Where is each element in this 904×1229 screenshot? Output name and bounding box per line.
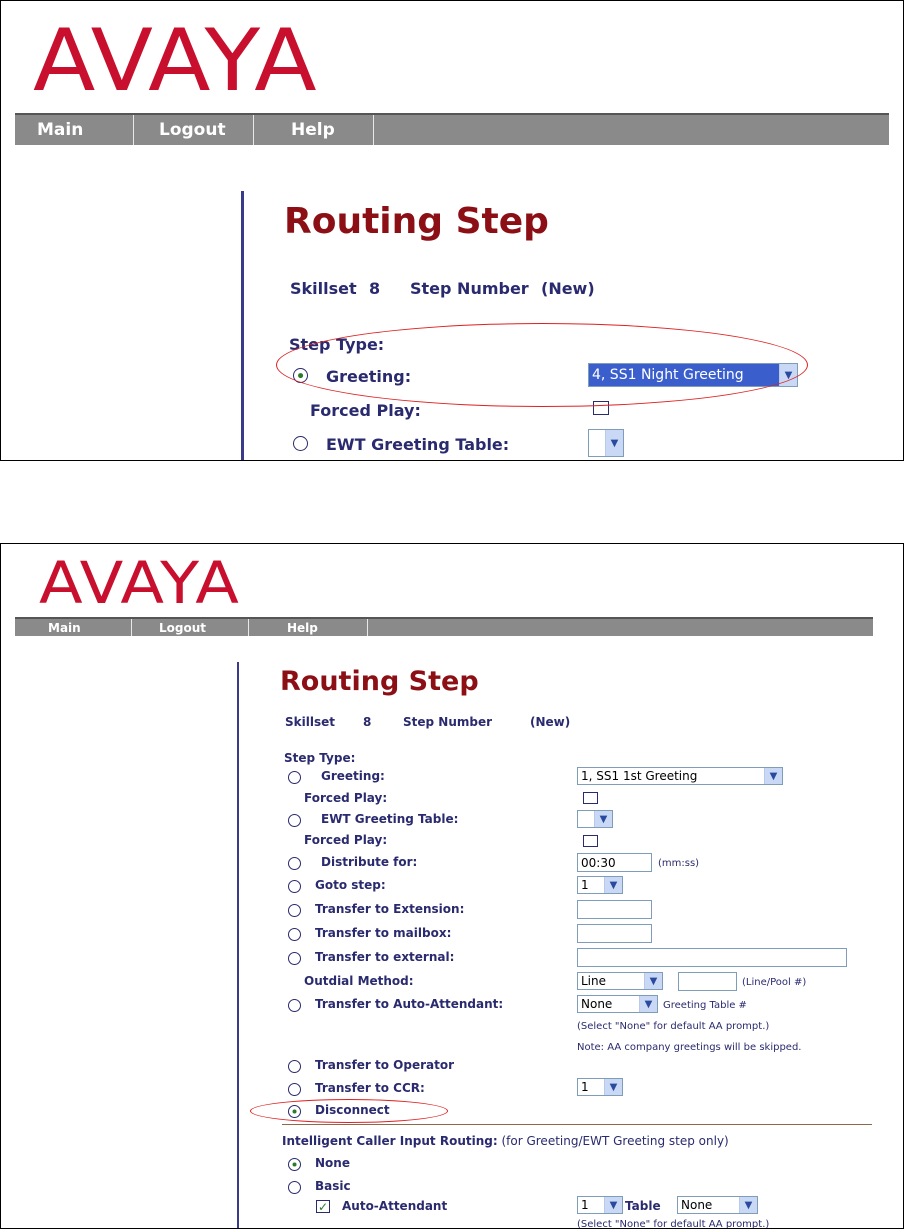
table-select-value: None: [681, 1198, 713, 1212]
chevron-down-icon: ▼: [594, 811, 612, 827]
ewt-radio[interactable]: [288, 814, 301, 827]
transfer-mailbox-input[interactable]: [577, 924, 652, 943]
forced-play-label: Forced Play:: [310, 401, 421, 420]
transfer-ccr-select-value: 1: [581, 1080, 589, 1094]
icir-basic-label: Basic: [315, 1179, 351, 1193]
icir-note: (for Greeting/EWT Greeting step only): [501, 1134, 729, 1148]
transfer-ccr-select[interactable]: [577, 1078, 623, 1096]
transfer-operator-label: Transfer to Operator: [315, 1058, 455, 1072]
outdial-select-value: Line: [581, 974, 607, 988]
transfer-ext-input[interactable]: [577, 900, 652, 919]
nav-bar: [15, 113, 889, 145]
table-label: Table: [625, 1199, 661, 1213]
forced-play-checkbox[interactable]: [583, 792, 598, 804]
chevron-down-icon: ▼: [639, 996, 657, 1012]
chevron-down-icon: ▼: [604, 1197, 622, 1213]
step-number-value: (New): [541, 279, 595, 298]
outdial-select[interactable]: [577, 972, 663, 990]
table-select[interactable]: [677, 1196, 758, 1214]
icir-row: [282, 1134, 729, 1148]
goto-radio[interactable]: [288, 880, 301, 893]
chevron-down-icon: ▼: [604, 1079, 622, 1095]
nav-main[interactable]: Main: [48, 620, 81, 635]
chevron-down-icon: ▼: [764, 768, 782, 784]
line-pool-input[interactable]: [678, 972, 737, 991]
icir-none-label: None: [315, 1156, 350, 1170]
greeting-select[interactable]: [577, 767, 783, 785]
nav-main[interactable]: Main: [37, 120, 84, 140]
distribute-label: Distribute for:: [321, 855, 418, 869]
forced-play-2-checkbox[interactable]: [583, 835, 598, 847]
nav-logout[interactable]: Logout: [159, 620, 207, 635]
greeting-label: Greeting:: [326, 367, 412, 386]
skillset-label: Skillset: [290, 279, 357, 298]
page-title: Routing Step: [280, 666, 479, 697]
transfer-external-input[interactable]: [577, 948, 847, 967]
outdial-label: Outdial Method:: [304, 974, 414, 988]
content-divider: [237, 662, 239, 1228]
goto-select-value: 1: [581, 878, 589, 892]
aa-step-select[interactable]: [577, 1196, 623, 1214]
avaya-logo: AVAYA: [33, 11, 318, 111]
transfer-mailbox-label: Transfer to mailbox:: [315, 926, 452, 940]
forced-play-label: Forced Play:: [304, 791, 388, 805]
ewt-radio[interactable]: [293, 436, 308, 451]
transfer-external-radio[interactable]: [288, 952, 301, 965]
transfer-aa-select-value: None: [581, 997, 613, 1011]
transfer-ext-label: Transfer to Extension:: [315, 902, 465, 916]
skillset-value: 8: [363, 715, 372, 729]
section-divider: [282, 1124, 872, 1125]
chevron-down-icon: ▼: [644, 973, 662, 989]
icir-basic-radio[interactable]: [288, 1181, 301, 1194]
goto-label: Goto step:: [315, 878, 386, 892]
aa-note-1: (Select "None" for default AA prompt.): [577, 1021, 770, 1032]
greeting-radio[interactable]: [288, 771, 301, 784]
skillset-label: Skillset: [285, 715, 335, 729]
transfer-aa-select[interactable]: [577, 995, 658, 1013]
highlight-oval: [276, 323, 808, 407]
greeting-table-label: Greeting Table #: [663, 1000, 747, 1011]
ewt-select[interactable]: [577, 810, 613, 828]
distribute-radio[interactable]: [288, 857, 301, 870]
nav-bar: [15, 617, 873, 636]
disconnect-label: Disconnect: [315, 1103, 390, 1117]
step-number-label: Step Number: [403, 715, 493, 729]
chevron-down-icon: ▼: [605, 430, 623, 456]
auto-attendant-label: Auto-Attendant: [342, 1199, 448, 1213]
top-screenshot-panel: [0, 0, 904, 461]
avaya-logo: AVAYA: [39, 549, 240, 617]
transfer-aa-radio[interactable]: [288, 999, 301, 1012]
transfer-operator-radio[interactable]: [288, 1060, 301, 1073]
icir-none-radio[interactable]: [288, 1158, 301, 1171]
greeting-select-value: 4, SS1 Night Greeting: [589, 364, 779, 386]
nav-help[interactable]: Help: [287, 620, 318, 635]
goto-select[interactable]: [577, 876, 623, 894]
skillset-value: 8: [369, 279, 381, 298]
ewt-label: EWT Greeting Table:: [326, 435, 510, 454]
transfer-ccr-label: Transfer to CCR:: [315, 1081, 425, 1095]
ewt-label: EWT Greeting Table:: [321, 812, 459, 826]
transfer-ext-radio[interactable]: [288, 904, 301, 917]
highlight-oval: [250, 1099, 448, 1123]
auto-attendant-checkbox[interactable]: ✓: [317, 1200, 329, 1214]
aa-note-3: (Select "None" for default AA prompt.): [577, 1219, 770, 1229]
nav-separator: [367, 619, 368, 636]
chevron-down-icon: ▼: [604, 877, 622, 893]
step-type-label: Step Type:: [284, 751, 356, 765]
transfer-mailbox-radio[interactable]: [288, 928, 301, 941]
nav-separator: [248, 619, 249, 636]
step-type-label: Step Type:: [289, 335, 385, 354]
nav-separator: [131, 619, 132, 636]
greeting-select-value: 1, SS1 1st Greeting: [581, 769, 698, 783]
step-number-value: (New): [530, 715, 571, 729]
bottom-screenshot-panel: [0, 543, 904, 1229]
chevron-down-icon: ▼: [739, 1197, 757, 1213]
page-title: Routing Step: [284, 201, 549, 242]
transfer-ccr-radio[interactable]: [288, 1083, 301, 1096]
nav-help[interactable]: Help: [291, 120, 335, 140]
aa-step-select-value: 1: [581, 1198, 589, 1212]
nav-separator: [373, 115, 374, 145]
chevron-down-icon: ▼: [779, 364, 797, 386]
line-pool-label: (Line/Pool #): [742, 977, 807, 988]
nav-logout[interactable]: Logout: [159, 120, 226, 140]
distribute-input[interactable]: 00:30: [577, 853, 652, 872]
ewt-select[interactable]: [588, 429, 624, 457]
forced-play-2-label: Forced Play:: [304, 833, 388, 847]
transfer-aa-label: Transfer to Auto-Attendant:: [315, 997, 504, 1011]
icir-label: Intelligent Caller Input Routing:: [282, 1134, 498, 1148]
content-divider: [241, 191, 244, 460]
nav-separator: [133, 115, 134, 145]
greeting-label: Greeting:: [321, 769, 385, 783]
step-number-label: Step Number: [410, 279, 529, 298]
nav-separator: [253, 115, 254, 145]
transfer-external-label: Transfer to external:: [315, 950, 455, 964]
aa-note-2: Note: AA company greetings will be skipped.: [577, 1042, 802, 1053]
distribute-unit: (mm:ss): [658, 858, 700, 869]
